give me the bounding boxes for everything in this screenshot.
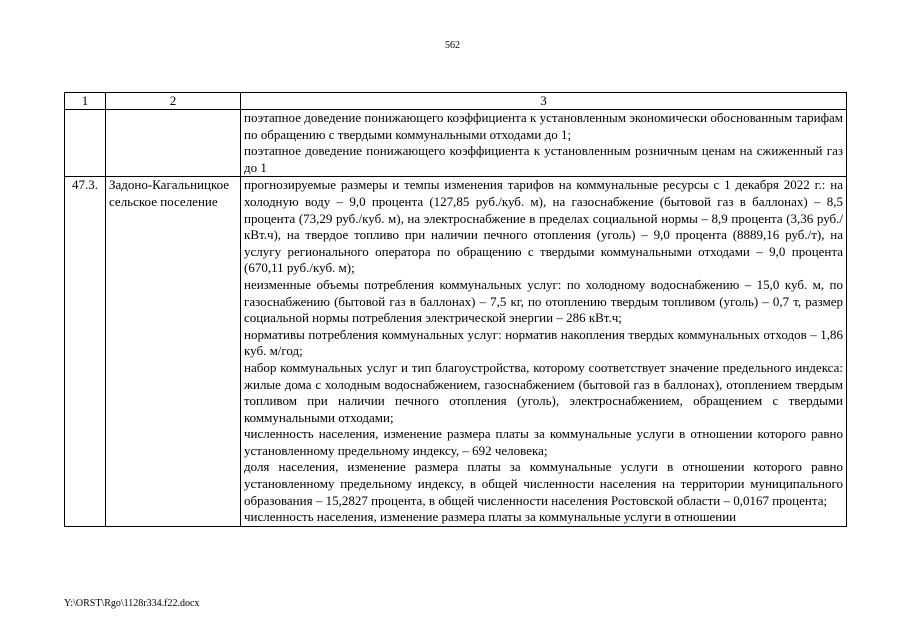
row-name-cell <box>106 110 241 177</box>
paragraph: прогнозируемые размеры и темпы изменения тарифов на коммунальные ресурсы с 1 декабря 2022 г.: на холодную воду – 9,0 процента (127,85 руб./куб. м), на газоснабжение (бытовой газ в баллонах) – 8,5 процента (73,29 руб./куб. м), на электроснабжение в пределах социальной нормы – 8,9 процента (3,36 руб./кВт.ч), на твердое топливо при наличии печного отопления (уголь) – 9,0 процента (8889,16 руб./т), на услугу регионального оператора по обращению с твердыми коммунальными отходами – 9,0 процента (670,11 руб./куб. м); <box>244 177 843 276</box>
header-col-3: 3 <box>241 93 847 110</box>
table-header-row <box>65 93 847 110</box>
page-number: 562 <box>445 40 460 51</box>
row-number-cell: 47.3. <box>65 177 106 526</box>
table-row-47-3 <box>65 177 847 526</box>
paragraph: численность населения, изменение размера платы за коммунальные услуги в отношении которого равно установленному предельному индексу, – 692 человека; <box>244 426 843 458</box>
paragraph: поэтапное доведение понижающего коэффициента к установленным розничным ценам на сжиженный газ до 1 <box>244 143 843 175</box>
footer-file-path: Y:\ORST\Rgo\1128r334.f22.docx <box>64 598 200 609</box>
paragraph: численность населения, изменение размера платы за коммунальные услуги в отношении <box>244 509 737 525</box>
paragraph: неизменные объемы потребления коммунальных услуг: по холодному водоснабжению – 15,0 куб. м, по газоснабжению (бытовой газ в баллонах) – 7,5 кг, по отоплению твердым топливом (уголь) – 0,7 т, размер социальной нормы потребления электрической энергии – 286 кВт.ч; <box>244 276 843 326</box>
row-number-cell <box>65 110 106 177</box>
header-col-2: 2 <box>106 93 241 110</box>
header-col-1: 1 <box>65 93 106 110</box>
row-content-cell <box>241 177 847 526</box>
row-content-cell <box>241 110 847 177</box>
document-table <box>64 92 847 527</box>
table-row-continued <box>65 110 847 177</box>
row-name-cell: Задоно-Кагальницкое сельское поселение <box>106 177 241 526</box>
paragraph: набор коммунальных услуг и тип благоустройства, которому соответствует значение предельного индекса: жилые дома с холодным водоснабжением, газоснабжением (бытовой газ в баллонах), отоплением твердым топливом при наличии печного отопления (уголь), электроснабжением, обращением с твердыми коммунальными отходами; <box>244 359 843 425</box>
paragraph: нормативы потребления коммунальных услуг: норматив накопления твердых коммунальных отходов – 1,86 куб. м/год; <box>244 326 843 359</box>
paragraph: доля населения, изменение размера платы за коммунальные услуги в отношении которого равно установленному предельному индексу, в общей численности населения на территории муниципального образования – 15,2827 процента, в общей численности населения Ростовской области – 0,0167 процента; <box>244 459 843 508</box>
paragraph: поэтапное доведение понижающего коэффициента к установленным экономически обоснованным тарифам по обращению с твердыми коммунальными отходами до 1; <box>244 110 843 142</box>
